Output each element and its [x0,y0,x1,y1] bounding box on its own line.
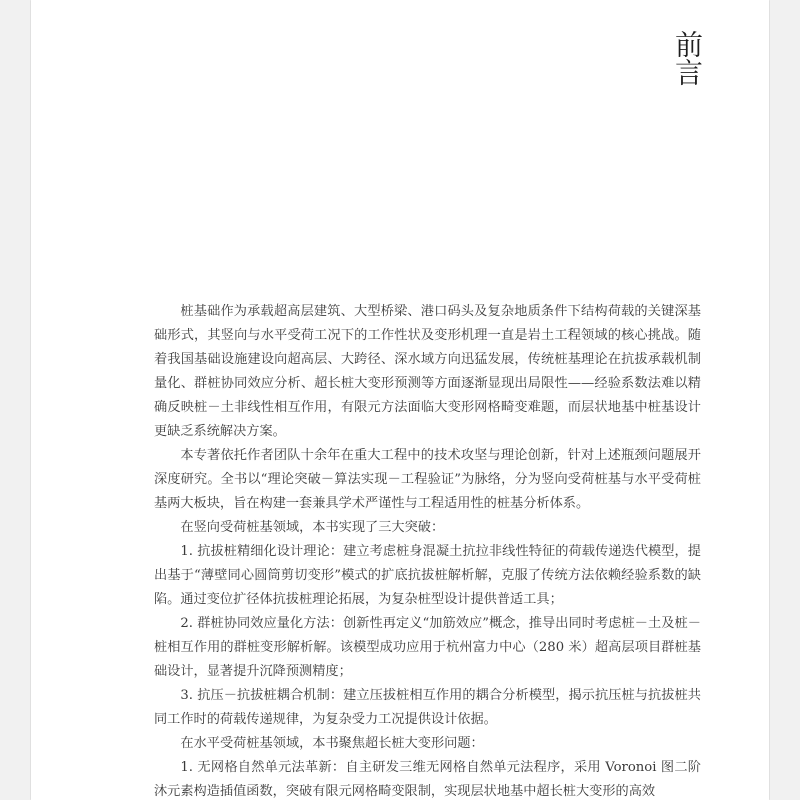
document-body [154,300,701,800]
paragraph: 本专著依托作者团队十余年在重大工程中的技术攻坚与理论创新，针对上述瓶颈问题展开深度研究。全书以“理论突破－算法实现－工程验证”为脉络，分为竖向受荷桩基与水平受荷桩基两大板块，旨在构建一套兼具学术严谨性与工程适用性的桩基分析体系。 [154,448,701,511]
paragraph: 2. 群桩协同效应量化方法：创新性再定义“加筋效应”概念，推导出同时考虑桩－土及桩－桩相互作用的群桩变形解析解。该模型成功应用于杭州富力中心（280 米）超高层项目群桩基础设计，显著提升沉降预测精度； [154,616,701,679]
document-page [31,0,769,800]
paragraph: 桩基础作为承载超高层建筑、大型桥梁、港口码头及复杂地质条件下结构荷载的关键深基础形式，其竖向与水平受荷工况下的工作性状及变形机理一直是岩土工程领域的核心挑战。随着我国基础设施建设向超高层、大跨径、深水域方向迅猛发展，传统桩基理论在抗拔承载机制量化、群桩协同效应分析、超长桩大变形预测等方面逐渐显现出局限性——经验系数法难以精确反映桩－土非线性相互作用，有限元方法面临大变形网格畸变难题，而层状地基中桩基设计更缺乏系统解决方案。 [154,304,701,439]
paragraph: 3. 抗压－抗拔桩耦合机制：建立压拔桩相互作用的耦合分析模型，揭示抗压桩与抗拔桩共同工作时的荷载传递规律，为复杂受力工况提供设计依据。 [154,688,701,727]
paragraph: 在水平受荷桩基领域，本书聚焦超长桩大变形问题： [180,736,484,751]
page-title: 前言 [671,30,704,86]
paragraph: 1. 抗拔桩精细化设计理论：建立考虑桩身混凝土抗拉非线性特征的荷载传递迭代模型，提出基于“薄壁同心圆筒剪切变形”模式的扩底抗拔桩解析解，克服了传统方法依赖经验系数的缺陷。通过变位扩径体抗拔桩理论拓展，为复杂桩型设计提供普适工具； [154,544,701,607]
paragraph: 在竖向受荷桩基领域，本书实现了三大突破： [180,520,445,535]
paragraph: 1. 无网格自然单元法革新：自主研发三维无网格自然单元法程序，采用 Voronoi 图二阶沐元素构造插值函数，突破有限元网格畸变限制，实现层状地基中超长桩大变形的高效 [154,760,701,799]
